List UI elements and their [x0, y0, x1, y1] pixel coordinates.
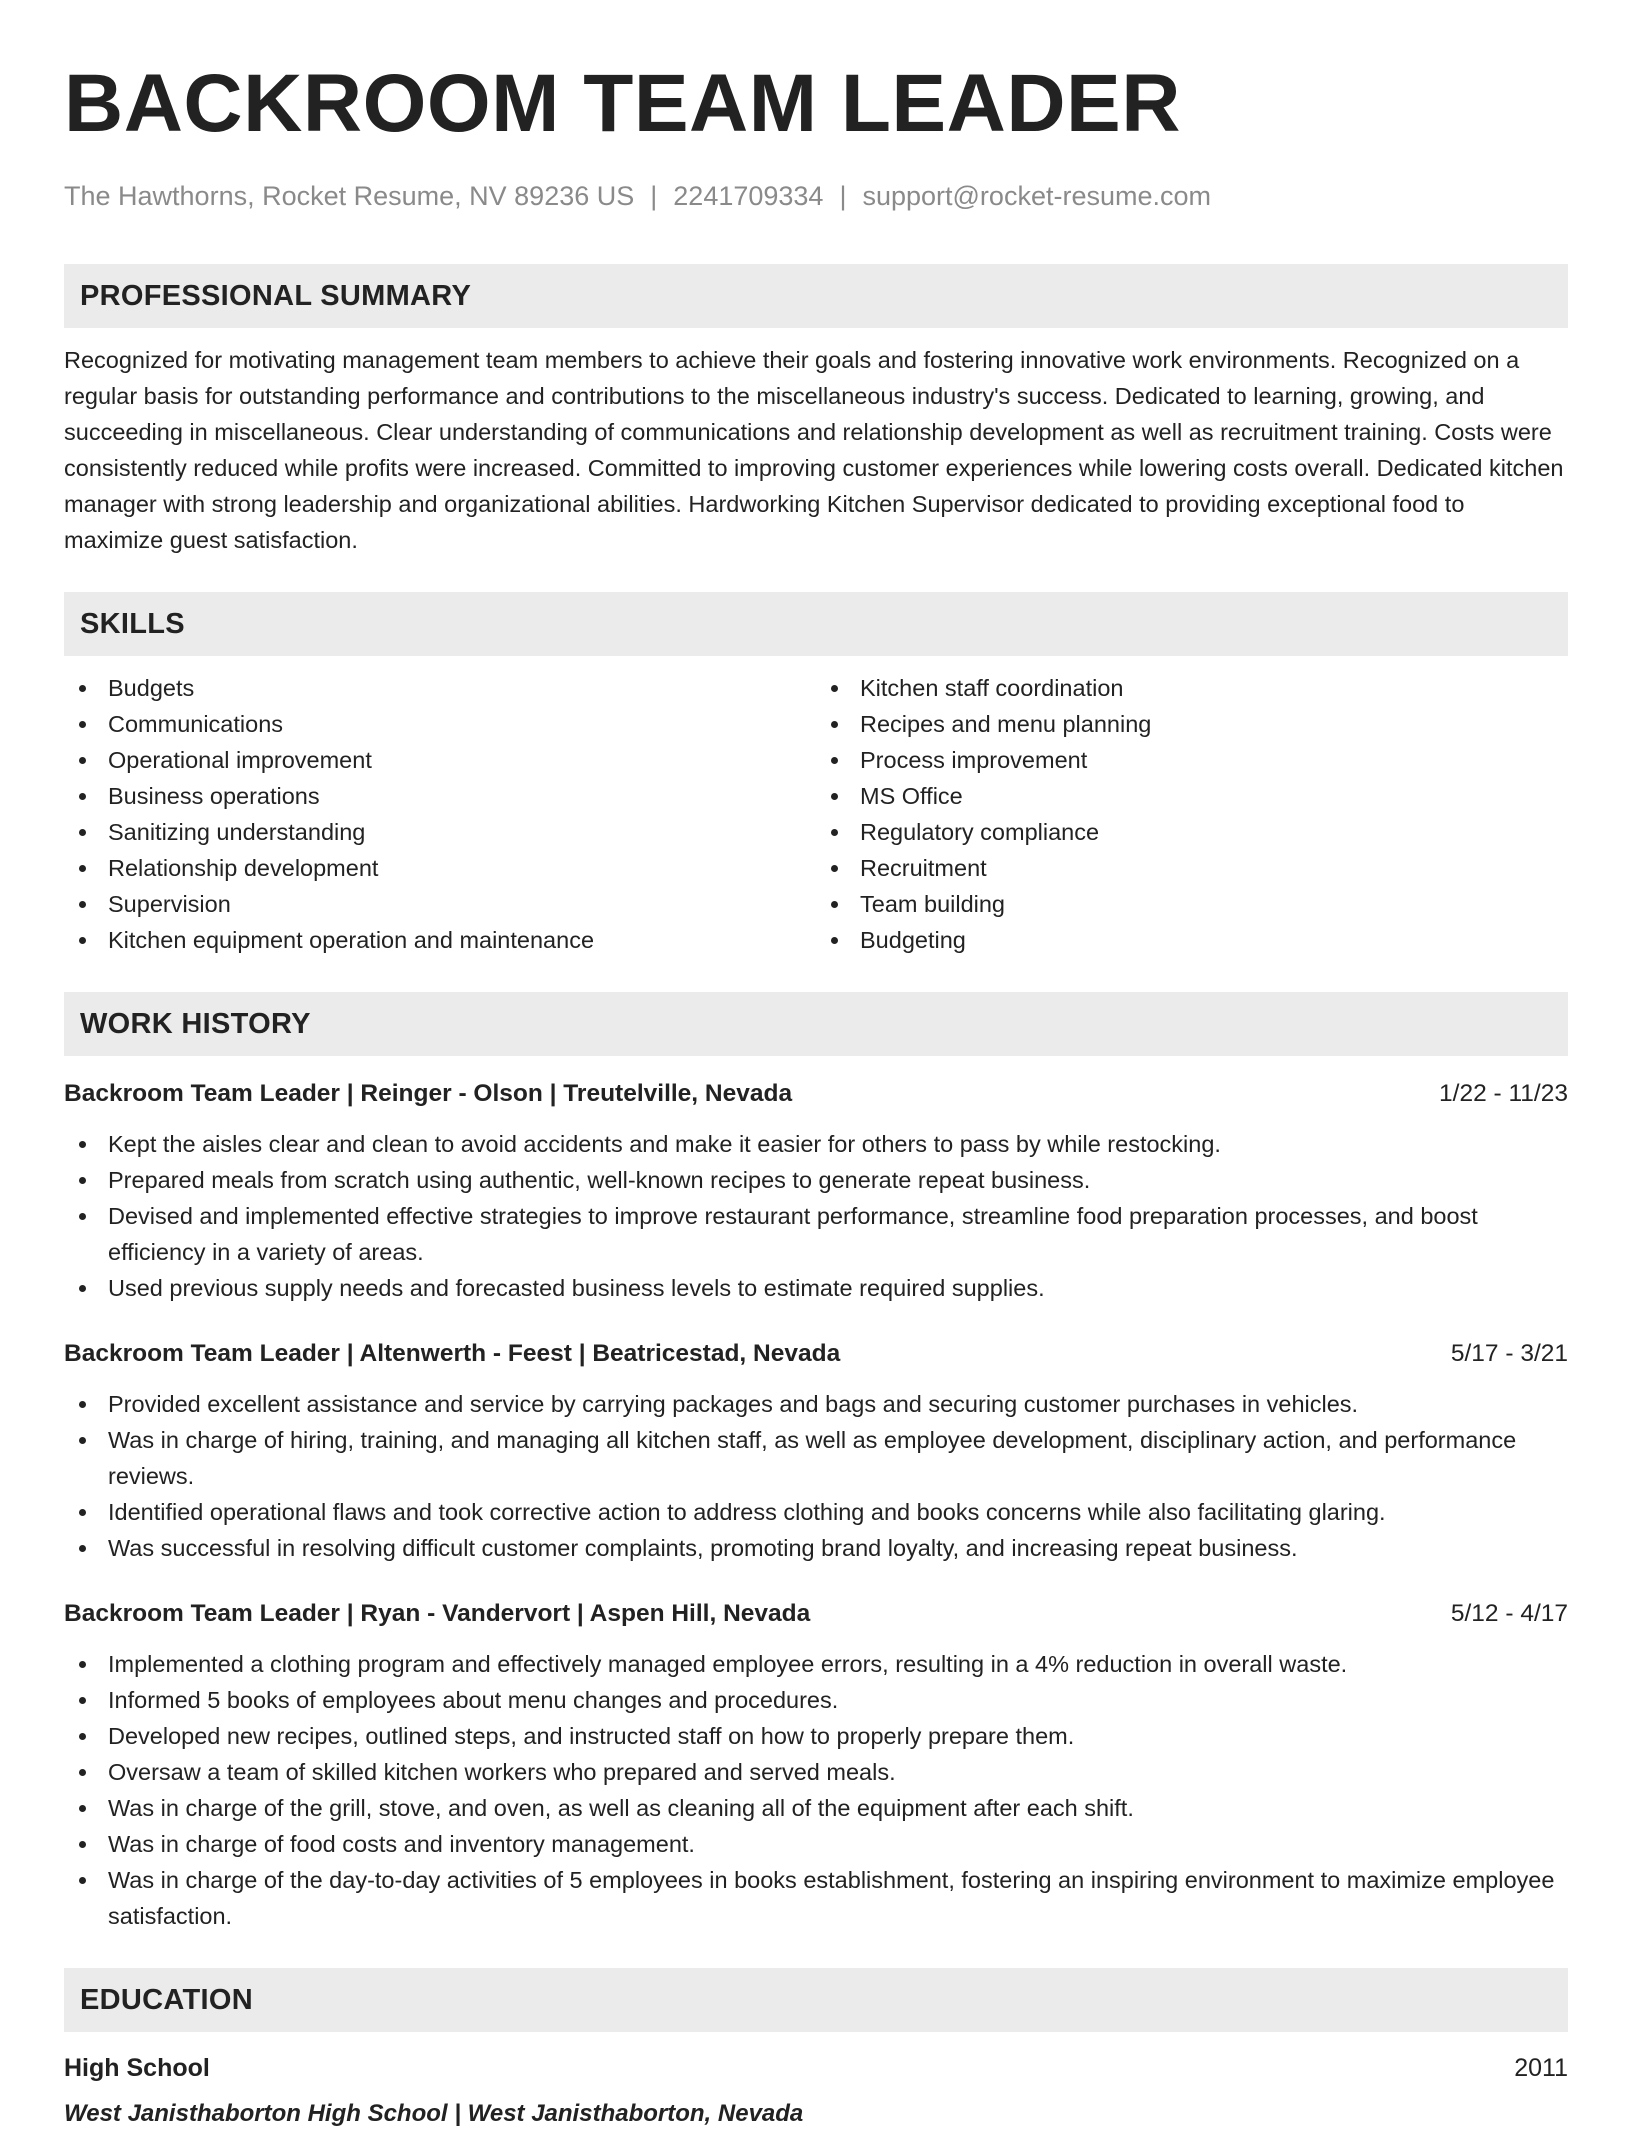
- section-heading-summary: PROFESSIONAL SUMMARY: [64, 264, 1568, 328]
- section-heading-work: WORK HISTORY: [64, 992, 1568, 1056]
- job-bullet: Developed new recipes, outlined steps, and instructed staff on how to properly prepare them.: [64, 1718, 1568, 1754]
- job-header: [64, 1596, 1568, 1632]
- job-bullet: Was successful in resolving difficult customer complaints, promoting brand loyalty, and increasing repeat business.: [64, 1530, 1568, 1566]
- job-dates: 5/12 - 4/17: [1450, 1600, 1568, 1627]
- job-bullet: Devised and implemented effective strategies to improve restaurant performance, streamline food preparation processes, and boost efficiency in a variety of areas.: [64, 1198, 1568, 1270]
- contact-address: The Hawthorns, Rocket Resume, NV 89236 US: [64, 181, 635, 211]
- job-dates: 5/17 - 3/21: [1450, 1340, 1568, 1367]
- contact-phone: 2241709334: [673, 181, 824, 211]
- contact-line: [64, 178, 1568, 214]
- skill-item: Kitchen equipment operation and maintenance: [64, 922, 816, 958]
- job-header: [64, 1336, 1568, 1372]
- skill-item: Recruitment: [816, 850, 1568, 886]
- skill-item: Budgets: [64, 670, 816, 706]
- job-header: [64, 1076, 1568, 1112]
- skill-item: Business operations: [64, 778, 816, 814]
- skill-item: Communications: [64, 706, 816, 742]
- education-header: [64, 2050, 1568, 2086]
- skills-list: [64, 670, 1568, 958]
- summary-text: Recognized for motivating management team members to achieve their goals and fostering innovative work environments. Recognized on a regular basis for outstanding performance and contributions to the miscellaneous industry's success. Dedicated to learning, growing, and succeeding in miscellaneous. Clear understanding of communications and relationship development as well as recruitment training. Costs were consistently reduced while profits were increased. Committed to improving customer experiences while lowering costs overall. Dedicated kitchen manager with strong leadership and organizational abilities. Hardworking Kitchen Supervisor dedicated to providing exceptional food to maximize guest satisfaction.: [64, 347, 1564, 553]
- job-bullet: Prepared meals from scratch using authentic, well-known recipes to generate repeat business.: [64, 1162, 1568, 1198]
- skill-item: Regulatory compliance: [816, 814, 1568, 850]
- job-bullet: Was in charge of the day-to-day activities of 5 employees in books establishment, fostering an inspiring environment to maximize employee satisfaction.: [64, 1862, 1568, 1934]
- job-dates: 1/22 - 11/23: [1439, 1080, 1568, 1107]
- skill-item: Supervision: [64, 886, 816, 922]
- job-bullets: [64, 1386, 1568, 1566]
- resume-name: BACKROOM TEAM LEADER: [64, 58, 1181, 149]
- contact-email: support@rocket-resume.com: [862, 181, 1211, 211]
- section-heading-education: EDUCATION: [64, 1968, 1568, 2032]
- section-heading-skills: SKILLS: [64, 592, 1568, 656]
- job-bullet: Was in charge of food costs and inventory management.: [64, 1826, 1568, 1862]
- job-title: Backroom Team Leader | Ryan - Vandervort | Aspen Hill, Nevada: [64, 1600, 811, 1627]
- job-bullet: Was in charge of hiring, training, and managing all kitchen staff, as well as employee development, disciplinary action, and performance reviews.: [64, 1422, 1568, 1494]
- job-bullet: Oversaw a team of skilled kitchen workers who prepared and served meals.: [64, 1754, 1568, 1790]
- job-bullet: Identified operational flaws and took corrective action to address clothing and books concerns while also facilitating glaring.: [64, 1494, 1568, 1530]
- skill-item: Team building: [816, 886, 1568, 922]
- skill-item: Kitchen staff coordination: [816, 670, 1568, 706]
- education-degree: High School: [64, 2054, 210, 2082]
- job-bullets: [64, 1126, 1568, 1306]
- education-year: 2011: [1514, 2054, 1568, 2082]
- skill-item: Process improvement: [816, 742, 1568, 778]
- job-title: Backroom Team Leader | Reinger - Olson | Treutelville, Nevada: [64, 1080, 793, 1107]
- skill-item: Recipes and menu planning: [816, 706, 1568, 742]
- job-bullet: Used previous supply needs and forecasted business levels to estimate required supplies.: [64, 1270, 1568, 1306]
- job-bullet: Kept the aisles clear and clean to avoid accidents and make it easier for others to pass by while restocking.: [64, 1126, 1568, 1162]
- contact-separator: |: [839, 181, 847, 211]
- job-title: Backroom Team Leader | Altenwerth - Feest | Beatricestad, Nevada: [64, 1340, 841, 1367]
- skills-column-left: [64, 670, 816, 958]
- job-bullet: Implemented a clothing program and effectively managed employee errors, resulting in a 4% reduction in overall waste.: [64, 1646, 1568, 1682]
- job-bullet: Provided excellent assistance and service by carrying packages and bags and securing customer purchases in vehicles.: [64, 1386, 1568, 1422]
- education-entry: [64, 2050, 1568, 2132]
- job-entry: [64, 1076, 1568, 1306]
- job-entry: [64, 1336, 1568, 1566]
- job-bullet: Informed 5 books of employees about menu changes and procedures.: [64, 1682, 1568, 1718]
- contact-separator: |: [650, 181, 658, 211]
- work-history: [64, 1076, 1568, 1934]
- skills-column-right: [816, 670, 1568, 958]
- job-entry: [64, 1596, 1568, 1934]
- education-school: West Janisthaborton High School | West Janisthaborton, Nevada: [64, 2100, 804, 2127]
- job-bullet: Was in charge of the grill, stove, and oven, as well as cleaning all of the equipment after each shift.: [64, 1790, 1568, 1826]
- job-bullets: [64, 1646, 1568, 1934]
- skill-item: Budgeting: [816, 922, 1568, 958]
- skill-item: Operational improvement: [64, 742, 816, 778]
- skill-item: Relationship development: [64, 850, 816, 886]
- skill-item: Sanitizing understanding: [64, 814, 816, 850]
- skill-item: MS Office: [816, 778, 1568, 814]
